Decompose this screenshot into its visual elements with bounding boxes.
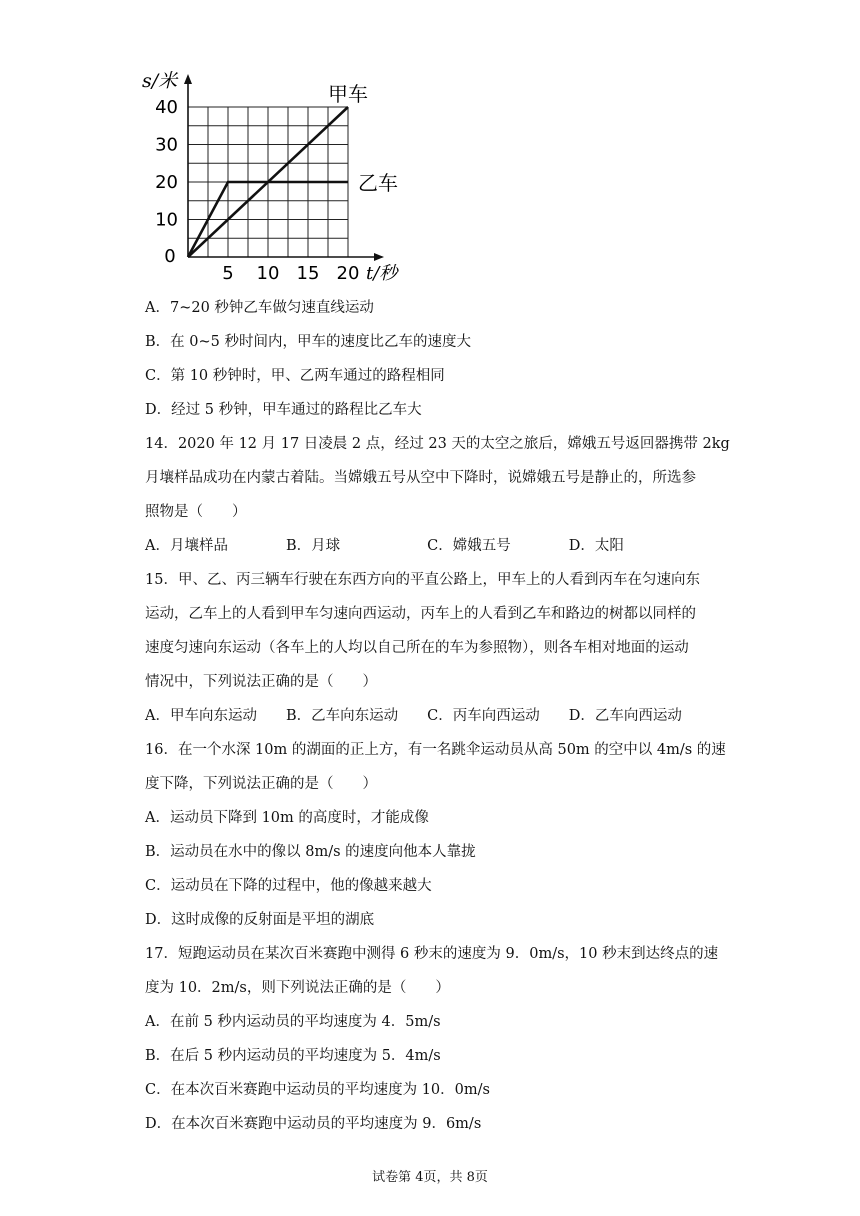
text-line: D．在本次百米赛跑中运动员的平均速度为 9．6m/s [145, 1116, 482, 1132]
x-axis-label: t/秒 [366, 263, 398, 284]
y-tick-label: 30 [155, 134, 178, 156]
text-line: B．在 0~5 秒时间内，甲车的速度比乙车的速度大 [145, 334, 471, 350]
text-line: A．月壤样品 B．月球 C．嫦娥五号 D．太阳 [145, 538, 624, 554]
text-line: 16．在一个水深 10m 的湖面的正上方，有一名跳伞运动员从高 50m 的空中以 4m/s 的速 [145, 742, 726, 758]
text-line: A．在前 5 秒内运动员的平均速度为 4．5m/s [145, 1014, 441, 1030]
x-tick-label: 10 [256, 263, 280, 284]
text-line: 照物是（ ） [145, 504, 247, 520]
text-line: 月壤样品成功在内蒙古着陆。当嫦娥五号从空中下降时，说嫦娥五号是静止的，所选参 [145, 470, 696, 486]
text-line: 情况中，下列说法正确的是（ ） [145, 674, 377, 690]
y-axis-label: s/米 [142, 70, 178, 92]
text-line: B．运动员在水中的像以 8m/s 的速度向他本人靠拢 [145, 844, 476, 860]
x-tick-label: 15 [296, 263, 320, 284]
text-line: A．7~20 秒钟乙车做匀速直线运动 [145, 300, 374, 316]
series-label: 乙车 [358, 171, 398, 195]
page-footer: 试卷第 4页，共 8页 [372, 1170, 488, 1185]
x-tick-label: 0 [164, 246, 176, 267]
text-line: 14．2020 年 12 月 17 日凌晨 2 点，经过 23 天的太空之旅后，嫦娥五号返回器携带 2kg [145, 436, 730, 452]
text-line: C．运动员在下降的过程中，他的像越来越大 [145, 878, 432, 894]
text-line: D．经过 5 秒钟，甲车通过的路程比乙车大 [145, 402, 422, 418]
y-tick-label: 10 [155, 209, 178, 231]
x-tick-label: 20 [336, 263, 360, 284]
text-line: D．这时成像的反射面是平坦的湖底 [145, 912, 375, 928]
text-line: C．在本次百米赛跑中运动员的平均速度为 10．0m/s [145, 1082, 490, 1098]
text-line: 度下降，下列说法正确的是（ ） [145, 776, 377, 792]
series-label: 甲车 [328, 82, 368, 106]
text-line: C．第 10 秒钟时，甲、乙两车通过的路程相同 [145, 368, 445, 384]
y-tick-label: 40 [155, 97, 178, 118]
text-line: 速度匀速向东运动（各车上的人均以自己所在的车为参照物），则各车相对地面的运动 [145, 640, 689, 656]
x-axis-arrow [374, 253, 384, 261]
text-line: 度为 10．2m/s，则下列说法正确的是（ ） [145, 980, 450, 996]
x-tick-label: 5 [222, 263, 234, 284]
y-axis-arrow [184, 74, 192, 84]
text-line: 运动，乙车上的人看到甲车匀速向西运动，丙车上的人看到乙车和路边的树都以同样的 [145, 606, 696, 622]
text-line: B．在后 5 秒内运动员的平均速度为 5．4m/s [145, 1048, 441, 1064]
text-line: 17．短跑运动员在某次百米赛跑中测得 6 秒末的速度为 9．0m/s，10 秒末到达终点的速 [145, 946, 719, 962]
y-tick-label: 20 [155, 172, 178, 193]
s-t-chart [138, 64, 408, 286]
text-line: A．甲车向东运动 B．乙车向东运动 C．丙车向西运动 D．乙车向西运动 [145, 708, 682, 724]
text-line: 15．甲、乙、丙三辆车行驶在东西方向的平直公路上，甲车上的人看到丙车在匀速向东 [145, 572, 700, 588]
text-line: A．运动员下降到 10m 的高度时，才能成像 [145, 810, 429, 826]
